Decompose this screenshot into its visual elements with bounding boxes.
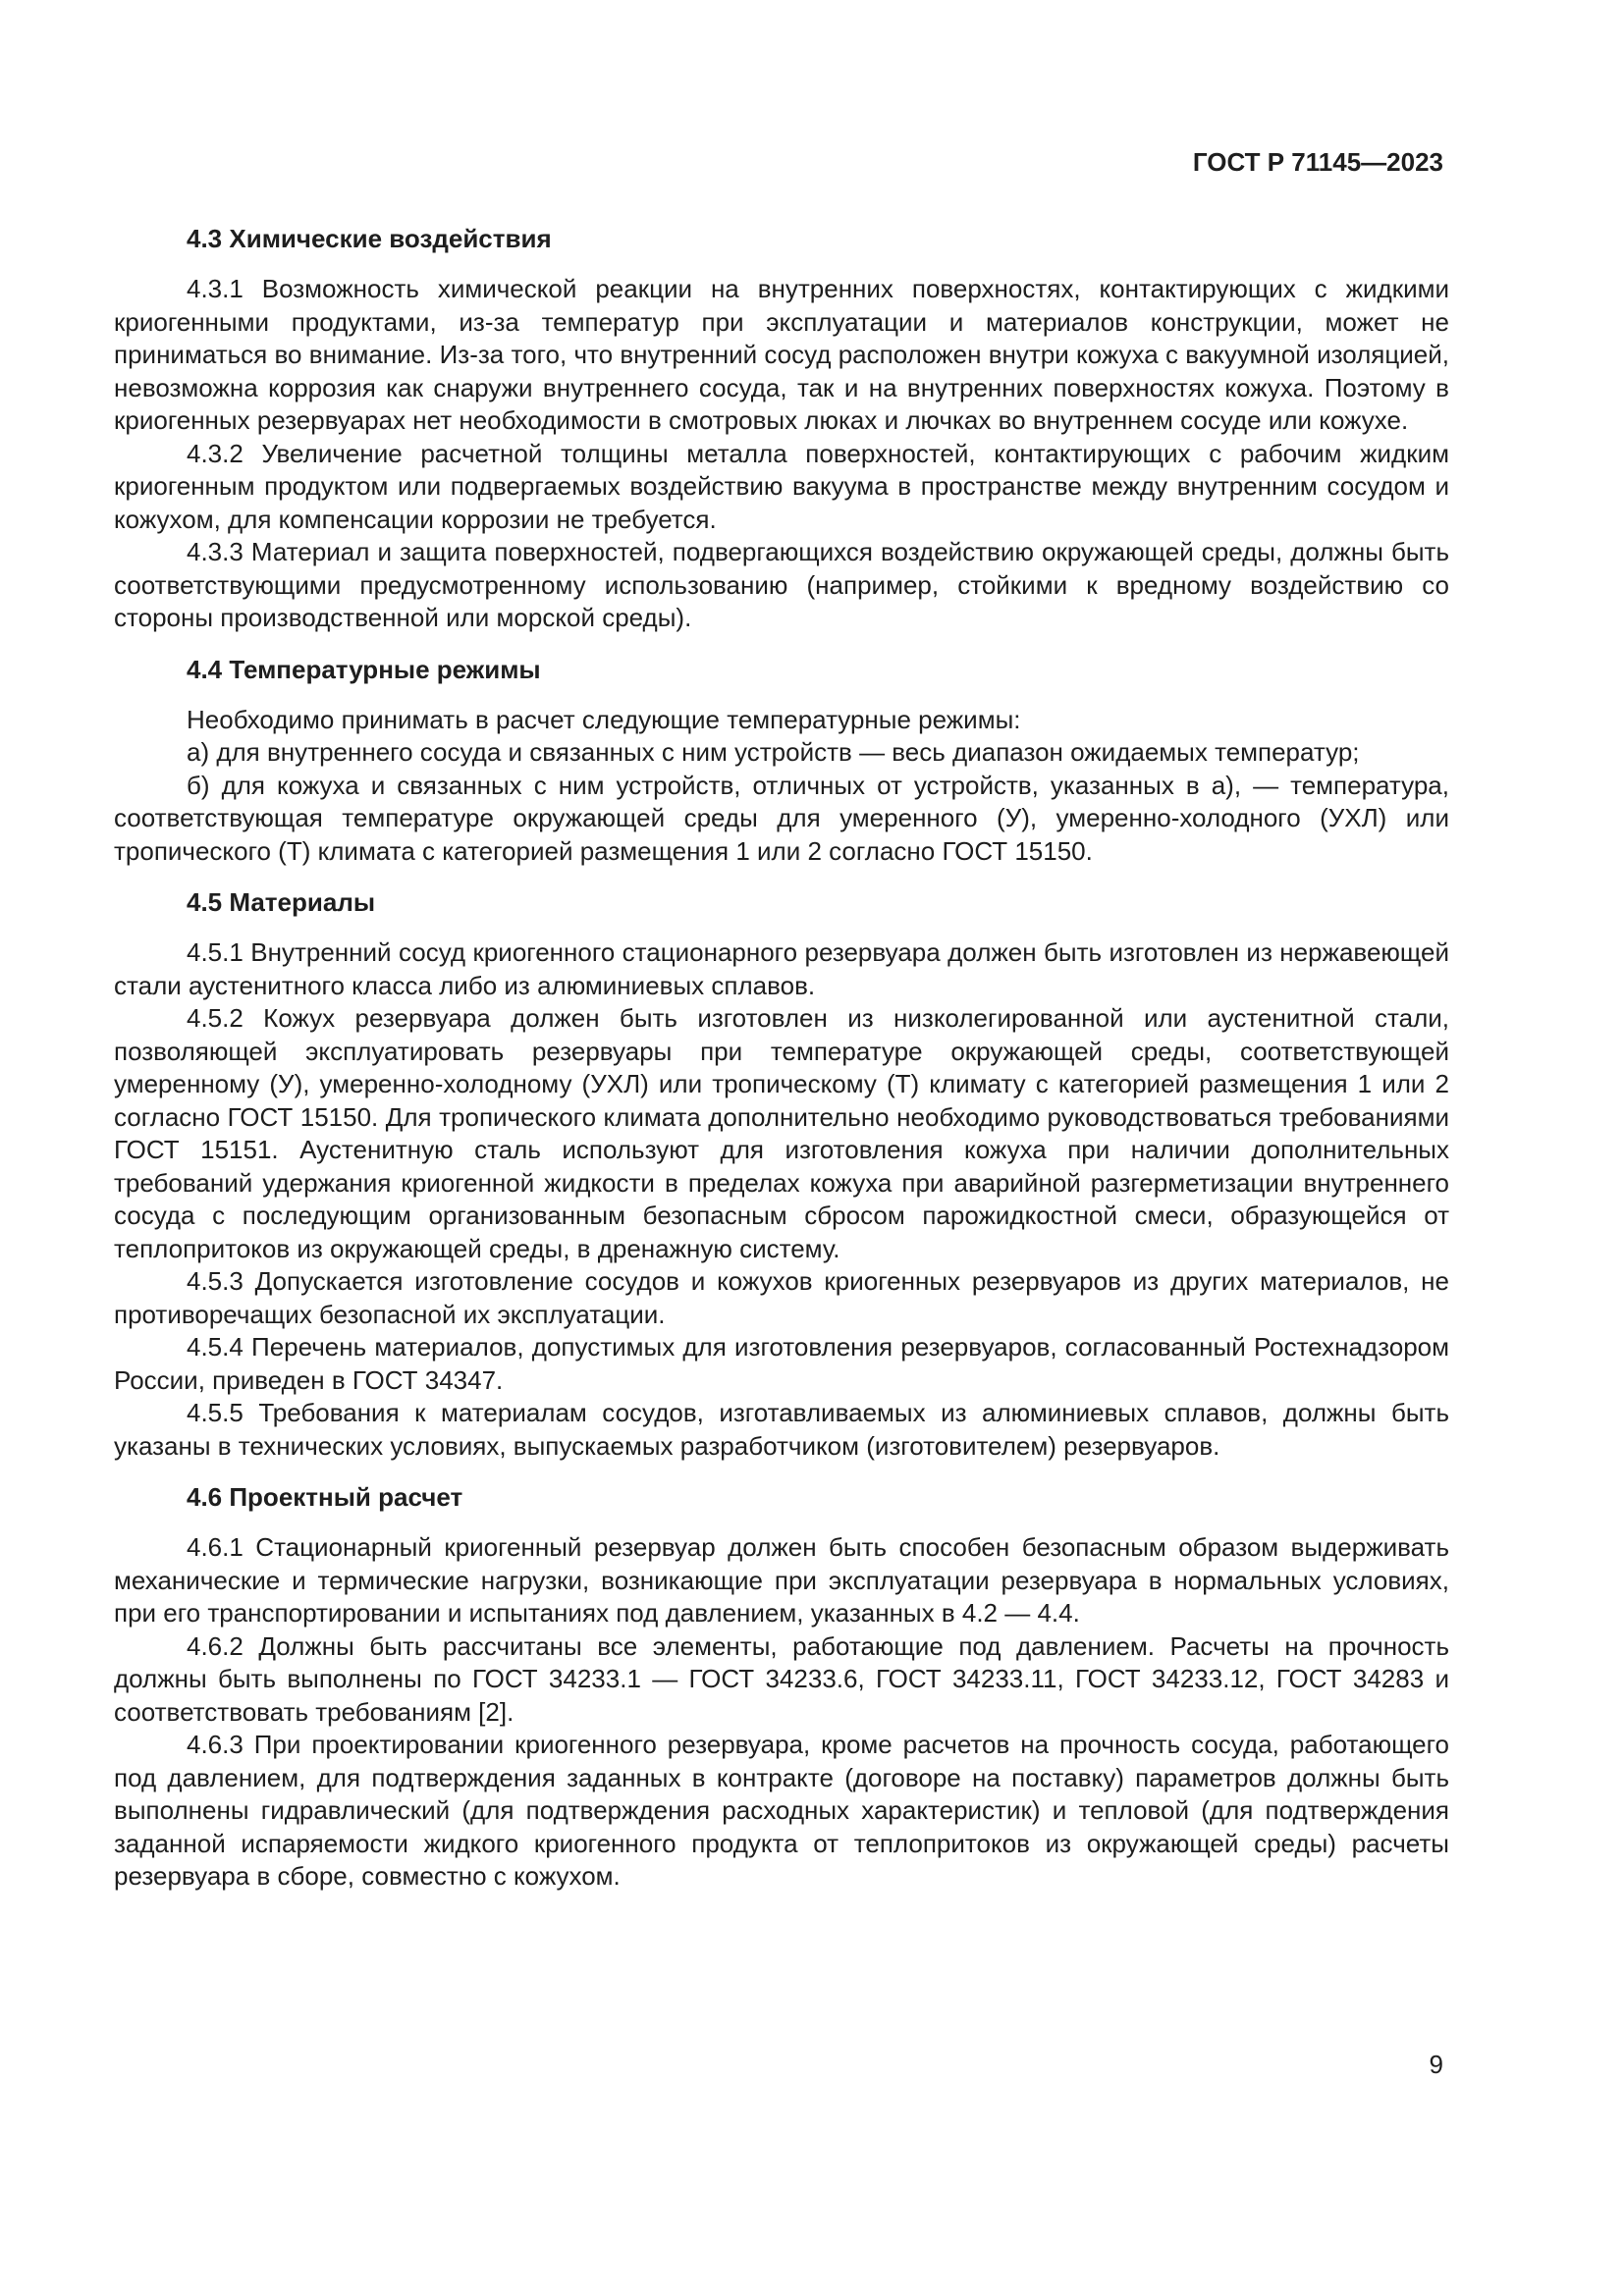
section-title-4-5: 4.5 Материалы [187, 887, 376, 917]
paragraph-4-3-3: 4.3.3 Материал и защита поверхностей, подвергающихся воздействию окружающей среды, должны быть соответствующими предусмотренному использованию (например, стойкими к вредному воздействию со стороны производственной или морской среды). [114, 537, 1449, 632]
list-item-a: а) для внутреннего сосуда и связанных с ним устройств — весь диапазон ожидаемых температур; [187, 737, 1360, 767]
section-title-4-6: 4.6 Проектный расчет [187, 1482, 463, 1512]
section-title-4-4: 4.4 Температурные режимы [187, 654, 541, 684]
paragraph-4-5-3: 4.5.3 Допускается изготовление сосудов и кожухов криогенных резервуаров из других материалов, не противоречащих безопасной их эксплуатации. [114, 1266, 1449, 1329]
paragraph-4-6-2: 4.6.2 Должны быть рассчитаны все элементы, работающие под давлением. Расчеты на прочность должны быть выполнены по ГОСТ 34233.1 — ГОСТ 34233.6, ГОСТ 34233.11, ГОСТ 34233.12, ГОСТ 34283 и соответствовать требованиям [2]. [114, 1630, 1449, 1727]
list-item-b: б) для кожуха и связанных с ним устройств, отличных от устройств, указанных в а), — температура, соответствующая температуре окружающей среды для умеренного (У), умеренно-холодного (УХЛ) или тропического (Т) климата с категорией размещения 1 или 2 согласно ГОСТ 15150. [114, 770, 1449, 866]
paragraph-4-5-2: 4.5.2 Кожух резервуара должен быть изготовлен из низколегированной или аустенитной стали, позволяющей эксплуатировать резервуары при температуре окружающей среды, соответствующей умеренному (У), умеренно-холодному (УХЛ) или тропическому (Т) климату с категорией размещения 1 или 2 согласно ГОСТ 15150. Для тропического климата дополнительно необходимо руководствоваться требованиями ГОСТ 15151. Аустенитную сталь используют для изготовления кожуха при наличии дополнительных требований удержания криогенной жидкости в пределах кожуха при аварийной разгерметизации внутреннего сосуда с последующим организованным безопасным сбросом парожидкостной смеси, образующейся от теплопритоков из окружающей среды, в дренажную систему. [114, 1003, 1449, 1263]
paragraph-4-4-intro: Необходимо принимать в расчет следующие температурные режимы: [187, 704, 1021, 734]
standard-designation: ГОСТ Р 71145—2023 [1192, 147, 1443, 177]
paragraph-4-5-1: 4.5.1 Внутренний сосуд криогенного стационарного резервуара должен быть изготовлен из нержавеющей стали аустенитного класса либо из алюминиевых сплавов. [114, 937, 1449, 1000]
paragraph-4-6-1: 4.6.1 Стационарный криогенный резервуар должен быть способен безопасным образом выдерживать механические и термические нагрузки, возникающие при эксплуатации резервуара в нормальных условиях, при его транспортировании и испытаниях под давлением, указанных в 4.2 — 4.4. [114, 1532, 1449, 1628]
paragraph-4-3-2: 4.3.2 Увеличение расчетной толщины металла поверхностей, контактирующих с рабочим жидким криогенным продуктом или подвергаемых воздействию вакуума в пространстве между внутренним сосудом и кожухом, для компенсации коррозии не требуется. [114, 438, 1449, 534]
paragraph-4-6-3: 4.6.3 При проектировании криогенного резервуара, кроме расчетов на прочность сосуда, работающего под давлением, для подтверждения заданных в контракте (договоре на поставку) параметров должны быть выполнены гидравлический (для подтверждения расходных характеристик) и тепловой (для подтверждения заданной испаряемости жидкого криогенного продукта от теплопритоков из окружающей среды) расчеты резервуара в сборе, совместно с кожухом. [114, 1730, 1449, 1891]
paragraph-4-3-1: 4.3.1 Возможность химической реакции на внутренних поверхностях, контактирующих с жидкими криогенными продуктами, из-за температур при эксплуатации и материалов конструкции, может не приниматься во внимание. Из-за того, что внутренний сосуд расположен внутри кожуха с вакуумной изоляцией, невозможна коррозия как снаружи внутреннего сосуда, так и на внутренних поверхностях кожуха. Поэтому в криогенных резервуарах нет необходимости в смотровых люках и лючках во внутреннем сосуде или кожухе. [114, 274, 1449, 435]
paragraph-4-5-4: 4.5.4 Перечень материалов, допустимых для изготовления резервуаров, согласованный Ростехнадзором России, приведен в ГОСТ 34347. [114, 1332, 1449, 1395]
paragraph-4-5-5: 4.5.5 Требования к материалам сосудов, изготавливаемых из алюминиевых сплавов, должны быть указаны в технических условиях, выпускаемых разработчиком (изготовителем) резервуаров. [114, 1398, 1449, 1461]
page-number: 9 [1429, 2050, 1443, 2079]
section-title-4-3: 4.3 Химические воздействия [187, 224, 552, 253]
page-content [114, 222, 1449, 1894]
